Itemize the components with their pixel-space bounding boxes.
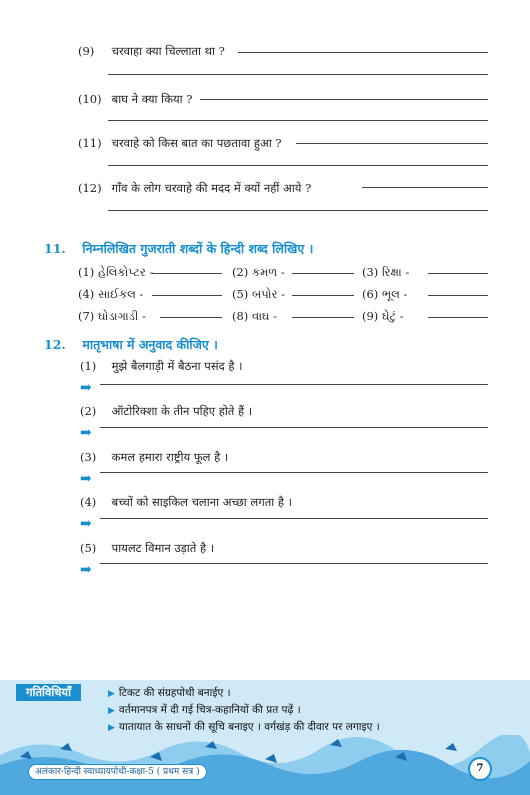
item-number: (7) — [78, 309, 95, 323]
word-item — [232, 265, 285, 280]
sentence-5 — [80, 541, 214, 556]
activity-text: यातायात के साधनों की सूचि बनाइए । वर्गखंड़ की दीवार पर लगाइए । — [118, 721, 380, 733]
arrow-icon: ➡ — [80, 425, 92, 441]
answer-line[interactable] — [152, 273, 222, 274]
item-number: (1) — [78, 265, 95, 279]
answer-line[interactable] — [428, 273, 488, 274]
answer-line[interactable] — [108, 120, 488, 121]
item-word: બપોર - — [251, 287, 286, 301]
sentence-text: पायलट विमान उड़ाते है । — [111, 541, 215, 555]
word-item — [362, 287, 407, 302]
word-item — [362, 265, 409, 280]
triangle-bullet-icon: ▶ — [108, 706, 115, 716]
activity-text: टिकट की संग्रहपोथी बनाईए । — [118, 687, 231, 699]
answer-line[interactable] — [292, 317, 354, 318]
arrow-icon: ➡ — [80, 516, 92, 532]
item-number: (2) — [232, 265, 249, 279]
question-text: बाघ ने क्या किया ? — [111, 92, 193, 106]
sentence-2 — [80, 404, 252, 419]
section-title: मातृभाषा में अनुवाद कीजिए । — [82, 337, 218, 352]
answer-line[interactable] — [160, 317, 222, 318]
sentence-text: कमल हमारा राष्ट्रीय फूल है । — [111, 450, 229, 464]
triangle-bullet-icon: ▶ — [108, 723, 115, 733]
question-number: (11) — [78, 136, 102, 150]
item-number: (5) — [232, 287, 249, 301]
sentence-number: (5) — [80, 541, 97, 555]
question-number: (9) — [78, 44, 95, 58]
triangle-bullet-icon: ▶ — [108, 689, 115, 699]
question-9 — [78, 44, 225, 59]
item-number: (4) — [78, 287, 95, 301]
answer-line[interactable] — [292, 273, 354, 274]
question-12 — [78, 181, 311, 196]
answer-line[interactable] — [108, 165, 488, 166]
item-word: ભૂલ - — [381, 287, 408, 301]
activity-item — [108, 686, 231, 700]
sentence-text: बच्चों को साइकिल चलाना अच्छा लगता है । — [111, 495, 293, 509]
item-word: રિક્ષા - — [381, 265, 410, 279]
item-word: ઘોડાગાડી - — [97, 309, 146, 323]
section-number: 11. — [44, 241, 66, 256]
page-number: 7 — [468, 757, 492, 781]
word-item — [78, 265, 153, 280]
answer-line[interactable] — [108, 210, 488, 211]
item-number: (9) — [362, 309, 379, 323]
word-item — [78, 287, 143, 302]
answer-line[interactable] — [296, 143, 488, 144]
item-number: (6) — [362, 287, 379, 301]
item-number: (3) — [362, 265, 379, 279]
activity-text: वर्तमानपत्र में दी गई चित्र-कहानियों की प्रत पढ़ें । — [118, 704, 301, 716]
activities-label: गतिविधियाँ — [16, 684, 81, 701]
question-text: गाँव के लोग चरवाहे की मदद में क्यों नहीं आये ? — [111, 181, 312, 195]
sentence-number: (4) — [80, 495, 97, 509]
arrow-icon: ➡ — [80, 562, 92, 578]
item-word: કમળ - — [251, 265, 285, 279]
arrow-icon: ➡ — [80, 380, 92, 396]
section-12-heading — [44, 336, 218, 353]
answer-line[interactable] — [100, 472, 488, 473]
question-text: चरवाहे को किस बात का पछतावा हुआ ? — [111, 136, 282, 150]
question-number: (10) — [78, 92, 102, 106]
word-item — [362, 309, 404, 324]
answer-line[interactable] — [100, 518, 488, 519]
sentence-4 — [80, 495, 292, 510]
answer-line[interactable] — [428, 317, 488, 318]
sentence-text: ऑटोरिक्शा के तीन पहिए होते हैं । — [111, 404, 253, 418]
sentence-1 — [80, 359, 242, 374]
sentence-number: (2) — [80, 404, 97, 418]
word-item — [232, 309, 277, 324]
answer-line[interactable] — [362, 187, 488, 188]
sentence-3 — [80, 450, 228, 465]
question-text: चरवाहा क्या चिल्लाता था ? — [111, 44, 225, 58]
activity-item — [108, 720, 380, 734]
word-item — [232, 287, 285, 302]
answer-line[interactable] — [108, 74, 488, 75]
sentence-number: (3) — [80, 450, 97, 464]
question-10 — [78, 92, 192, 107]
item-number: (8) — [232, 309, 249, 323]
answer-line[interactable] — [238, 52, 488, 53]
item-word: સાઈકલ - — [97, 287, 144, 301]
arrow-icon: ➡ — [80, 471, 92, 487]
section-title: निम्नलिखित गुजराती शब्दों के हिन्दी शब्द लिखिए । — [82, 241, 314, 256]
answer-line[interactable] — [152, 295, 222, 296]
item-word: ઘેટું - — [381, 309, 404, 323]
question-11 — [78, 136, 282, 151]
word-item — [78, 309, 146, 324]
answer-line[interactable] — [200, 99, 488, 100]
answer-line[interactable] — [100, 563, 488, 564]
answer-line[interactable] — [100, 427, 488, 428]
section-number: 12. — [44, 337, 66, 352]
book-title-label: अलंकार-हिन्दी स्वाध्यायपोथी-कक्षा-5 ( प्रथम सत्र ) — [28, 764, 207, 780]
item-word: હેલિકોપ્ટર - — [97, 265, 154, 279]
question-number: (12) — [78, 181, 102, 195]
section-11-heading — [44, 240, 313, 257]
answer-line[interactable] — [100, 384, 488, 385]
answer-line[interactable] — [428, 295, 488, 296]
item-word: વાઘ - — [251, 309, 277, 323]
sentence-number: (1) — [80, 359, 97, 373]
answer-line[interactable] — [292, 295, 354, 296]
activity-item — [108, 703, 301, 717]
sentence-text: मुझे बैलगाड़ी में बैठना पसंद है । — [111, 359, 243, 373]
